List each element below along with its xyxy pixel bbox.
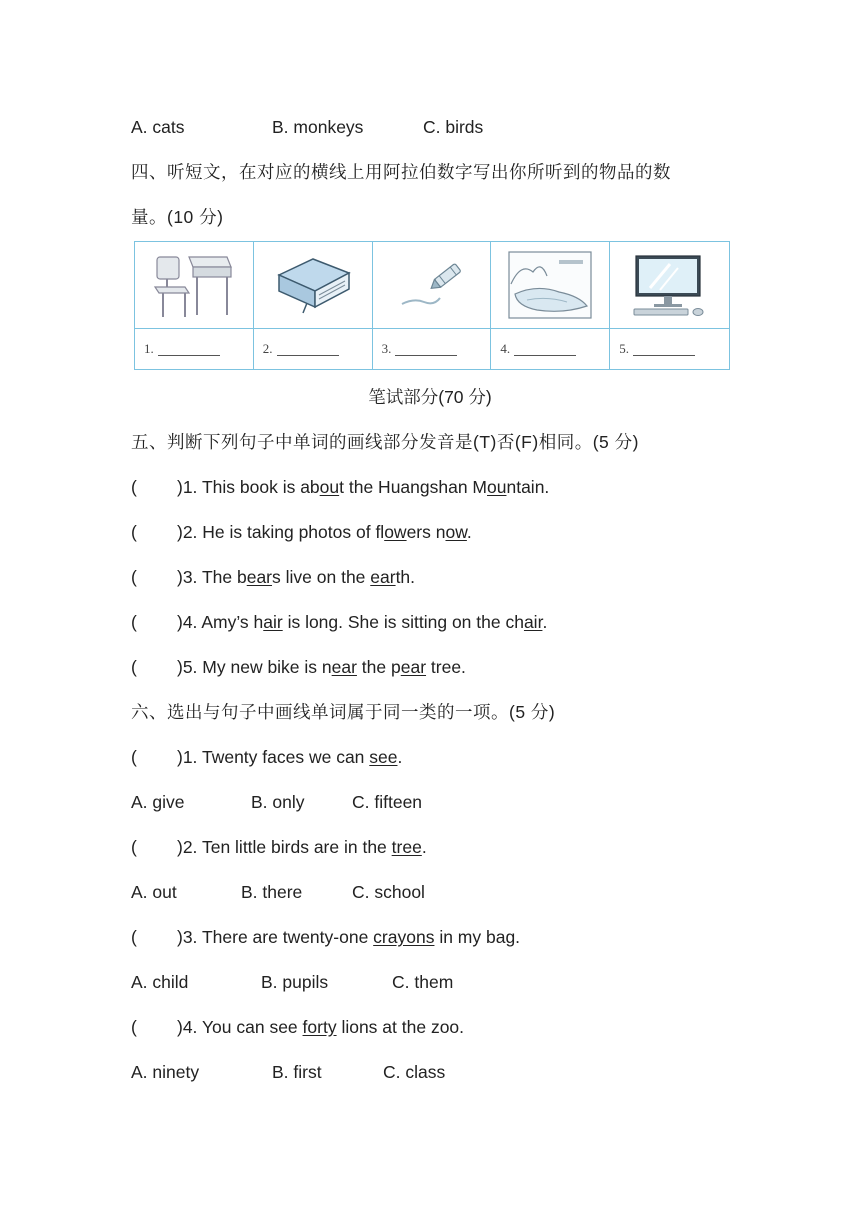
picture-cell-1 xyxy=(135,242,254,329)
s5-text: s live on the xyxy=(272,567,371,587)
picture-table xyxy=(134,241,730,370)
picture-cell-5 xyxy=(610,242,729,329)
s5-text: )5. My new bike is n xyxy=(177,657,332,677)
option-c: C. fifteen xyxy=(352,792,423,812)
underlined-part: ow xyxy=(445,522,467,542)
underlined-part: air xyxy=(263,612,283,632)
option-a: A. child xyxy=(131,972,189,992)
answer-label-1: 1. xyxy=(144,341,154,356)
s6-options-1 xyxy=(131,790,422,814)
s5-text: the p xyxy=(356,657,401,677)
option-a: A. ninety xyxy=(131,1062,200,1082)
s6-text: . xyxy=(421,837,427,857)
s6-text: . xyxy=(397,747,403,767)
s6-question-1 xyxy=(131,745,402,769)
s5-text: )4. Amy’s h xyxy=(177,612,264,632)
answer-paren[interactable]: ( xyxy=(131,522,137,542)
option-c: C. birds xyxy=(423,117,484,137)
underlined-part: ear xyxy=(370,567,396,587)
underlined-part: ear xyxy=(246,567,273,587)
option-b: B. pupils xyxy=(261,972,329,992)
answer-blank-3[interactable] xyxy=(395,343,457,356)
q3-options xyxy=(131,115,483,139)
lake-picture-icon xyxy=(507,250,593,320)
picture-cell-2 xyxy=(254,242,373,329)
s5-text: tree. xyxy=(426,657,466,677)
book-icon xyxy=(273,255,353,315)
s5-item-4 xyxy=(131,610,547,634)
s6-text: in my bag. xyxy=(434,927,521,947)
option-a: A. out xyxy=(131,882,177,902)
answer-cell-5 xyxy=(610,329,729,369)
answer-label-3: 3. xyxy=(381,341,392,356)
s6-text: )1. Twenty faces we can xyxy=(177,747,370,767)
s6-options-4 xyxy=(131,1060,445,1084)
s6-text: )2. Ten little birds are in the xyxy=(177,837,392,857)
answer-label-2: 2. xyxy=(262,341,273,356)
desk-chair-icon xyxy=(149,245,239,325)
s6-question-3 xyxy=(131,925,520,949)
option-b: B. only xyxy=(251,792,305,812)
answer-paren[interactable]: ( xyxy=(131,1017,137,1037)
s5-text: )2. He is taking photos of fl xyxy=(177,522,385,542)
answer-blank-2[interactable] xyxy=(277,343,339,356)
s5-text: . xyxy=(466,522,472,542)
answer-label-5: 5. xyxy=(619,341,629,356)
written-part-title: 笔试部分(70 分) xyxy=(368,387,492,407)
option-b: B. monkeys xyxy=(272,117,364,137)
option-b: B. first xyxy=(272,1062,322,1082)
underlined-part: ou xyxy=(319,477,340,497)
section4-heading-line2: 量。(10 分) xyxy=(131,207,224,227)
answer-paren[interactable]: ( xyxy=(131,612,137,632)
answer-paren[interactable]: ( xyxy=(131,747,137,767)
computer-icon xyxy=(630,252,710,318)
s5-text: t the Huangshan M xyxy=(339,477,488,497)
option-c: C. school xyxy=(352,882,425,902)
answer-blank-4[interactable] xyxy=(514,343,576,356)
answer-cell-3 xyxy=(373,329,492,369)
underlined-part: air xyxy=(523,612,543,632)
answer-blank-5[interactable] xyxy=(633,343,695,356)
s5-text: th. xyxy=(395,567,416,587)
picture-cell-4 xyxy=(491,242,610,329)
underlined-word: see xyxy=(369,747,398,767)
s5-text: is long. She is sitting on the ch xyxy=(282,612,524,632)
underlined-part: ear xyxy=(400,657,427,677)
underlined-part: ow xyxy=(384,522,407,542)
s5-text: . xyxy=(542,612,548,632)
crayon-icon xyxy=(396,260,466,310)
s5-text: ers n xyxy=(406,522,446,542)
option-a: A. give xyxy=(131,792,185,812)
answer-blank-1[interactable] xyxy=(158,343,220,356)
s6-text: )4. You can see xyxy=(177,1017,303,1037)
answer-label-4: 4. xyxy=(500,341,511,356)
s5-item-5 xyxy=(131,655,466,679)
underlined-word: crayons xyxy=(373,927,435,947)
s6-options-2 xyxy=(131,880,425,904)
underlined-part: ear xyxy=(331,657,357,677)
underlined-part: ou xyxy=(487,477,507,497)
s6-text: lions at the zoo. xyxy=(336,1017,465,1037)
section4-heading-line1: 四、听短文，在对应的横线上用阿拉伯数字写出你所听到的物品的数 xyxy=(131,162,671,182)
underlined-word: forty xyxy=(302,1017,337,1037)
option-c: C. them xyxy=(392,972,454,992)
picture-cell-3 xyxy=(373,242,492,329)
answer-paren[interactable]: ( xyxy=(131,837,137,857)
answer-paren[interactable]: ( xyxy=(131,477,137,497)
underlined-word: tree xyxy=(391,837,422,857)
s5-item-3 xyxy=(131,565,415,589)
s5-text: ntain. xyxy=(506,477,550,497)
s6-question-4 xyxy=(131,1015,464,1039)
answer-paren[interactable]: ( xyxy=(131,657,137,677)
s5-text: )1. This book is ab xyxy=(177,477,320,497)
answer-paren[interactable]: ( xyxy=(131,567,137,587)
answer-cell-1 xyxy=(135,329,254,369)
answer-cell-2 xyxy=(254,329,373,369)
section5-heading: 五、判断下列句子中单词的画线部分发音是(T)否(F)相同。(5 分) xyxy=(131,432,639,452)
answer-cell-4 xyxy=(491,329,610,369)
option-c: C. class xyxy=(383,1062,446,1082)
s6-options-3 xyxy=(131,970,453,994)
answer-paren[interactable]: ( xyxy=(131,927,137,947)
s5-item-2 xyxy=(131,520,472,544)
option-a: A. cats xyxy=(131,117,185,137)
section6-heading: 六、选出与句子中画线单词属于同一类的一项。(5 分) xyxy=(131,702,556,722)
s6-question-2 xyxy=(131,835,427,859)
option-b: B. there xyxy=(241,882,303,902)
s6-text: )3. There are twenty-one xyxy=(177,927,374,947)
s5-text: )3. The b xyxy=(177,567,247,587)
s5-item-1 xyxy=(131,475,549,499)
